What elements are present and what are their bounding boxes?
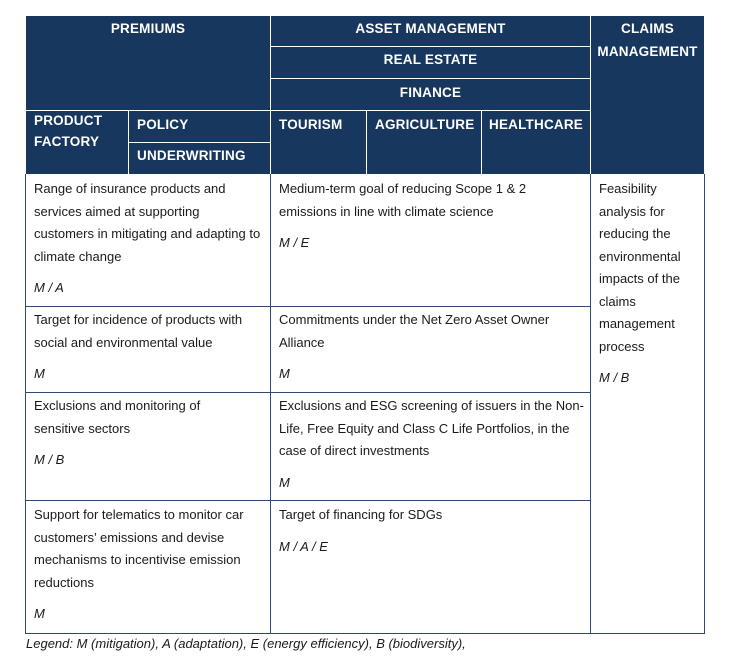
- header-divider: [271, 78, 590, 79]
- cell-text: Exclusions and monitoring of sensitive sectors: [34, 398, 201, 436]
- grid-line: [25, 174, 26, 634]
- header-divider: [128, 142, 270, 143]
- cell-code: M / A / E: [279, 538, 328, 554]
- table-cell: [279, 178, 579, 255]
- cell-code: M: [279, 474, 290, 490]
- header-divider: [271, 46, 590, 47]
- grid-line: [704, 174, 705, 634]
- header-finance: [271, 80, 590, 108]
- header-divider: [481, 110, 482, 174]
- cell-text: Target for incidence of products with social and environmental value: [34, 312, 243, 350]
- grid-line: [25, 306, 591, 307]
- header-claims-management-label: CLAIMS MANAGEMENT: [597, 21, 698, 59]
- cell-text: Target of financing for SDGs: [279, 507, 443, 522]
- cell-text: Support for telematics to monitor car customers’ emissions and devise mechanisms to incentivise emission reductions: [34, 507, 244, 590]
- header-asset-management-label: ASSET MANAGEMENT: [355, 21, 506, 36]
- table-cell: [279, 309, 579, 386]
- cell-code: M: [34, 606, 45, 621]
- cell-text: Range of insurance products and services aimed at supporting customers in mitigating and adapting to climate change: [34, 181, 261, 264]
- header-divider: [270, 16, 271, 174]
- header-divider: [271, 110, 590, 111]
- header-product-factory: [34, 110, 126, 152]
- header-policy: [137, 114, 267, 136]
- cell-code: M / B: [34, 452, 65, 467]
- header-tourism: [279, 114, 364, 136]
- grid-line: [25, 633, 705, 634]
- header-product-factory-label: PRODUCT FACTORY: [34, 113, 103, 149]
- cell-text: Medium-term goal of reducing Scope 1 & 2 emissions in line with climate science: [279, 181, 527, 219]
- header-tourism-label: TOURISM: [279, 117, 343, 132]
- header-divider: [590, 16, 591, 174]
- cell-code: M / A: [34, 280, 64, 295]
- header-real-estate: [271, 48, 590, 76]
- table-cell: [34, 395, 234, 472]
- grid-line: [25, 392, 591, 393]
- claims-cell: [599, 178, 697, 390]
- cell-code: M: [34, 366, 45, 381]
- grid-line: [25, 500, 591, 501]
- header-policy-label: POLICY: [137, 117, 189, 132]
- header-healthcare-label: HEALTHCARE: [489, 117, 583, 132]
- cell-code: M / E: [279, 235, 310, 250]
- header-divider: [366, 110, 367, 174]
- table-cell: [34, 504, 262, 626]
- header-premiums-label: PREMIUMS: [110, 21, 186, 36]
- header-claims-management: [591, 16, 704, 174]
- claims-text: Feasibility analysis for reducing the environmental impacts of the claims management process: [599, 181, 681, 354]
- table-cell: [279, 504, 579, 558]
- grid-line: [590, 174, 591, 634]
- cell-text: Commitments under the Net Zero Asset Owner Alliance: [279, 312, 550, 350]
- claims-code: M / B: [599, 370, 630, 385]
- header-underwriting-label: UNDERWRITING: [137, 148, 246, 163]
- header-agriculture: [375, 114, 480, 136]
- header-underwriting: [137, 145, 267, 167]
- header-real-estate-label: REAL ESTATE: [383, 52, 478, 67]
- table-cell: [34, 178, 262, 300]
- table-cell: [34, 309, 262, 386]
- grid-line: [270, 174, 271, 634]
- header-healthcare: [489, 114, 589, 136]
- header-agriculture-label: AGRICULTURE: [375, 117, 475, 132]
- table-cell: [279, 395, 584, 494]
- cell-text: Exclusions and ESG screening of issuers in the Non-Life, Free Equity and Class C Life Portfolios, in the case of direct investments: [279, 398, 584, 458]
- legend: Legend: M (mitigation), A (adaptation), E (energy efficiency), B (biodiversity),: [26, 636, 466, 651]
- cell-code: M: [279, 366, 290, 381]
- header-finance-label: FINANCE: [399, 85, 462, 100]
